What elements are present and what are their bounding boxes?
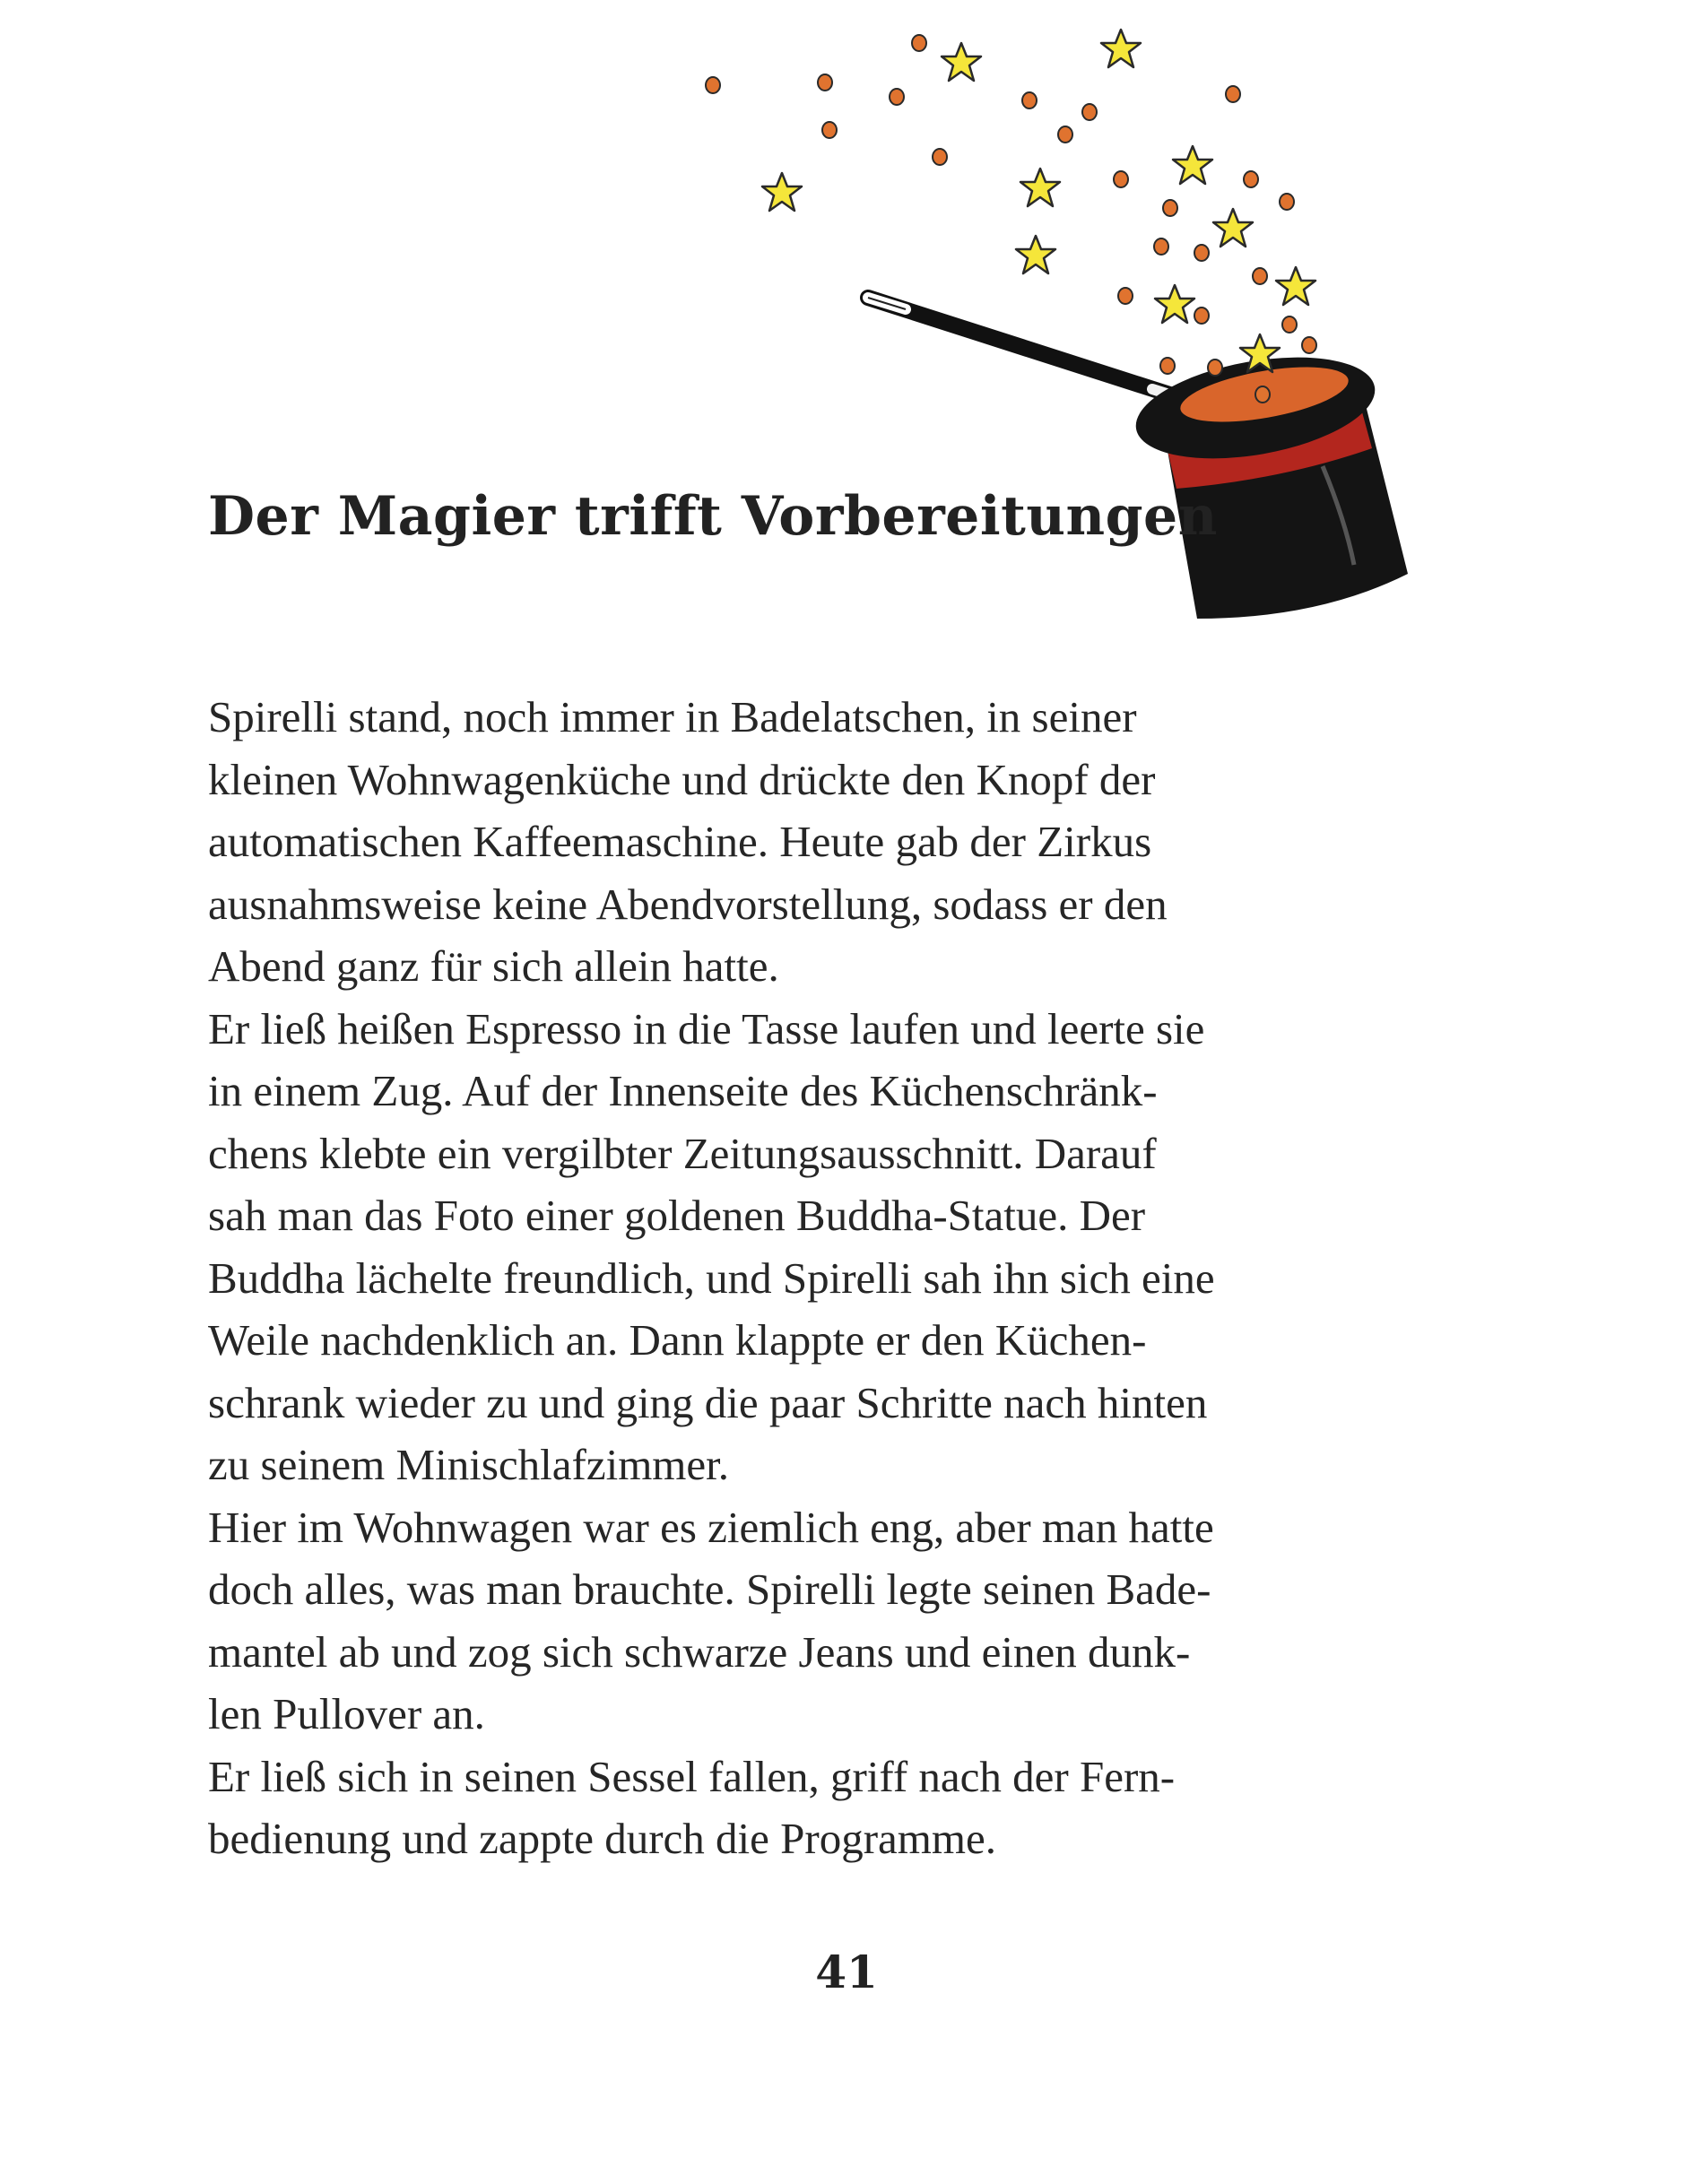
magic-wand-icon — [868, 298, 1184, 399]
chapter-title: Der Magier trifft Vorbereitungen — [208, 485, 1218, 548]
text-line: doch alles, was man brauchte. Spirelli legte seinen Bade- — [208, 1564, 1211, 1614]
text-line: in einem Zug. Auf der Innenseite des Küchenschränk- — [208, 1066, 1158, 1115]
text-line: bedienung und zappte durch die Programme. — [208, 1814, 997, 1863]
top-hat-icon — [1128, 341, 1408, 619]
text-line: Abend ganz für sich allein hatte. — [208, 941, 779, 991]
text-line: Er ließ heißen Espresso in die Tasse laufen und leerte sie — [208, 1003, 1205, 1053]
text-line: Er ließ sich in seinen Sessel fallen, griff nach der Fern- — [208, 1751, 1176, 1801]
text-line: len Pullover an. — [208, 1689, 485, 1738]
page-number: 41 — [815, 1946, 878, 1998]
text-line: Hier im Wohnwagen war es ziemlich eng, aber man hatte — [208, 1502, 1214, 1552]
text-line: Spirelli stand, noch immer in Badelatschen, in seiner — [208, 692, 1137, 741]
text-line: sah man das Foto einer goldenen Buddha-Statue. Der — [208, 1191, 1146, 1240]
stars-decoration — [762, 30, 1315, 372]
magic-hat-illustration — [0, 0, 1693, 646]
story-text — [208, 686, 1454, 1870]
text-line: zu seinem Minischlafzimmer. — [208, 1440, 730, 1489]
text-line: kleinen Wohnwagenküche und drückte den Knopf der — [208, 754, 1156, 804]
text-line: automatischen Kaffeemaschine. Heute gab der Zirkus — [208, 817, 1152, 866]
text-line: mantel ab und zog sich schwarze Jeans und einen dunk- — [208, 1626, 1191, 1677]
text-line: chens klebte ein vergilbter Zeitungsausschnitt. Darauf — [208, 1128, 1157, 1178]
text-line: schrank wieder zu und ging die paar Schritte nach hinten — [208, 1377, 1208, 1427]
text-line: Weile nachdenklich an. Dann klappte er den Küchen- — [208, 1315, 1147, 1365]
text-line: Buddha lächelte freundlich, und Spirelli sah ihn sich eine — [208, 1252, 1215, 1303]
text-line: ausnahmsweise keine Abendvorstellung, sodass er den — [208, 879, 1168, 929]
